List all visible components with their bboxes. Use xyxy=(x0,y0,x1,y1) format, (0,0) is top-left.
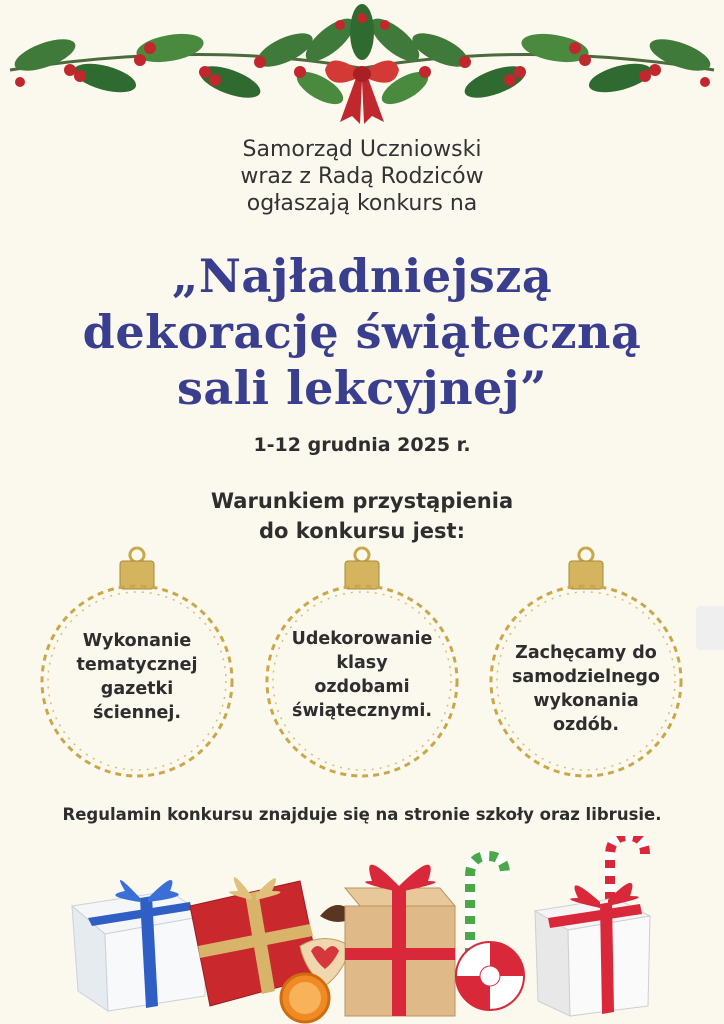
white-red-ribbon-gift-icon xyxy=(535,883,650,1016)
ornament-2-line-2: klasy xyxy=(336,653,388,673)
ornament-3 xyxy=(487,545,685,785)
title-line-1: „Najładniejszą xyxy=(171,249,553,303)
conditions-line-1: Warunkiem przystąpienia xyxy=(210,489,514,513)
ornament-2-line-4: świątecznymi. xyxy=(292,701,432,721)
center-holly-and-bow xyxy=(299,4,425,124)
contest-dates: 1-12 grudnia 2025 r. xyxy=(253,434,471,456)
ornament-2-line-3: ozdobami xyxy=(314,677,410,697)
side-tab xyxy=(696,606,724,650)
blue-ribbon-gift-icon xyxy=(72,880,205,1011)
contest-title xyxy=(0,248,724,416)
holly-leaves-left xyxy=(10,26,360,110)
ornament-1 xyxy=(38,545,236,785)
ornament-2-text xyxy=(269,627,455,723)
conditions-line-2: do konkursu jest: xyxy=(259,519,465,543)
intro-line-1: Samorząd Uczniowski xyxy=(242,137,482,162)
ornament-2-line-1: Udekorowanie xyxy=(291,629,433,649)
holly-leaves-right xyxy=(364,26,714,110)
intro-line-3: ogłaszają konkurs na xyxy=(246,191,478,216)
ornament-1-line-1: Wykonanie xyxy=(82,631,192,651)
rules-note: Regulamin konkursu znajduje się na stronie szkoły oraz librusie. xyxy=(62,805,662,824)
title-line-2: dekorację świąteczną xyxy=(82,305,642,359)
ornament-2 xyxy=(263,545,461,785)
gifts-decoration xyxy=(0,836,724,1024)
conditions-heading xyxy=(0,486,724,546)
ornament-1-line-4: ściennej. xyxy=(92,703,182,723)
ornament-3-text xyxy=(493,641,679,737)
title-line-3: sali lekcyjnej” xyxy=(177,361,547,415)
ornament-1-text xyxy=(52,629,222,725)
ornament-3-line-4: ozdób. xyxy=(553,715,619,735)
ornament-1-line-2: tematycznej xyxy=(76,655,198,675)
kraft-red-ribbon-gift-icon xyxy=(345,865,455,1016)
ornament-3-line-2: samodzielnego xyxy=(512,667,660,687)
holly-garland-decoration xyxy=(0,0,724,130)
organizers-intro xyxy=(0,136,724,217)
ornament-3-line-3: wykonania xyxy=(533,691,639,711)
ornament-1-line-3: gazetki xyxy=(100,679,174,699)
intro-line-2: wraz z Radą Rodziców xyxy=(240,164,484,189)
ornament-3-line-1: Zachęcamy do xyxy=(515,643,657,663)
